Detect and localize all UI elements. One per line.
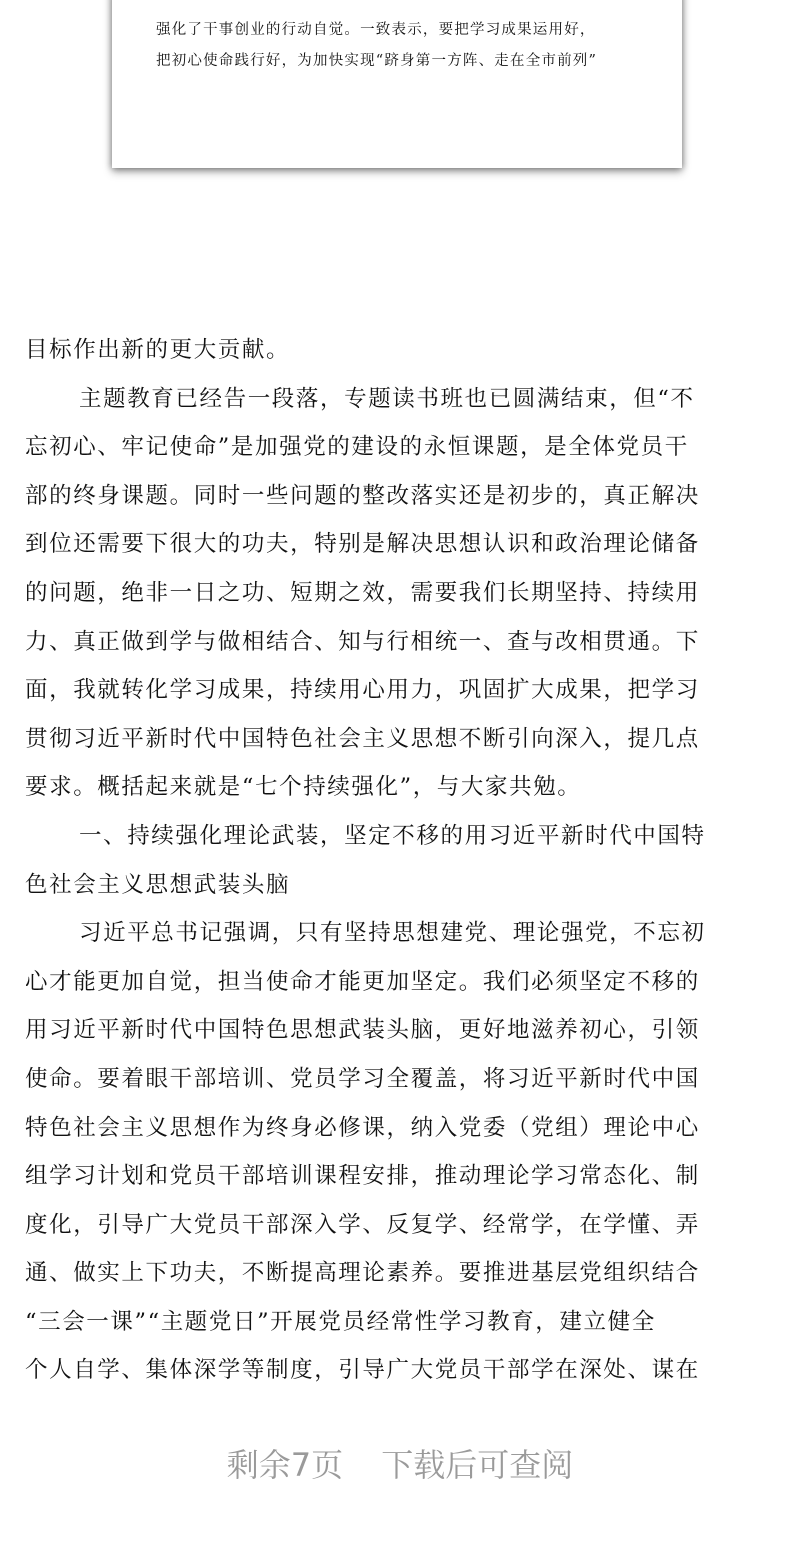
card-text-line: 把初心使命践行好，为加快实现“跻身第一方阵、走在全市前列”: [156, 53, 598, 69]
remaining-pages-label: 剩余7页: [226, 1446, 344, 1484]
download-to-view-label[interactable]: 下载后可查阅: [381, 1446, 574, 1484]
section-heading-line: 一、持续强化理论武装，坚定不移的用习近平新时代中国特: [79, 822, 706, 849]
body-line: 目标作出新的更大贡献。: [25, 337, 291, 363]
body-line: 习近平总书记强调，只有坚持思想建党、理论强党，不忘初: [79, 920, 706, 947]
body-line: 通、做实上下功夫，不断提高理论素养。要推进基层党组织结合: [25, 1260, 700, 1287]
body-line: 个人自学、集体深学等制度，引导广大党员干部学在深处、谋在: [25, 1357, 700, 1384]
body-line: “三会一课”“主题党日”开展党员经常性学习教育，建立健全: [25, 1308, 656, 1335]
body-line: 面，我就转化学习成果，持续用心用力，巩固扩大成果，把学习: [25, 677, 700, 704]
section-heading-line: 色社会主义思想武装头脑: [25, 871, 291, 898]
body-line: 部的终身课题。同时一些问题的整改落实还是初步的，真正解决: [25, 482, 700, 509]
body-line: 要求。概括起来就是“七个持续强化”，与大家共勉。: [25, 774, 582, 801]
card-text-line: 强化了干事创业的行动自觉。一致表示，要把学习成果运用好，: [156, 22, 596, 38]
body-line: 的问题，绝非一日之功、短期之效，需要我们长期坚持、持续用: [25, 579, 700, 606]
download-prompt[interactable]: [0, 1440, 800, 1486]
document-preview-card: [112, 0, 682, 168]
body-line: 贯彻习近平新时代中国特色社会主义思想不断引向深入，提几点: [25, 725, 700, 752]
document-body: [25, 326, 785, 1395]
body-line: 组学习计划和党员干部培训课程安排，推动理论学习常态化、制: [25, 1163, 700, 1190]
body-line: 力、真正做到学与做相结合、知与行相统一、查与改相贯通。下: [25, 628, 700, 655]
body-line: 度化，引导广大党员干部深入学、反复学、经常学，在学懂、弄: [25, 1211, 700, 1238]
body-line: 使命。要着眼干部培训、党员学习全覆盖，将习近平新时代中国: [25, 1065, 700, 1092]
body-line: 用习近平新时代中国特色思想武装头脑，更好地滋养初心，引领: [25, 1017, 700, 1044]
body-line: 特色社会主义思想作为终身必修课，纳入党委（党组）理论中心: [25, 1114, 700, 1141]
body-line: 心才能更加自觉，担当使命才能更加坚定。我们必须坚定不移的: [25, 968, 700, 995]
body-line: 主题教育已经告一段落，专题读书班也已圆满结束，但“不: [79, 385, 695, 412]
body-line: 忘初心、牢记使命”是加强党的建设的永恒课题，是全体党员干: [25, 434, 689, 461]
body-line: 到位还需要下很大的功夫，特别是解决思想认识和政治理论储备: [25, 531, 700, 558]
